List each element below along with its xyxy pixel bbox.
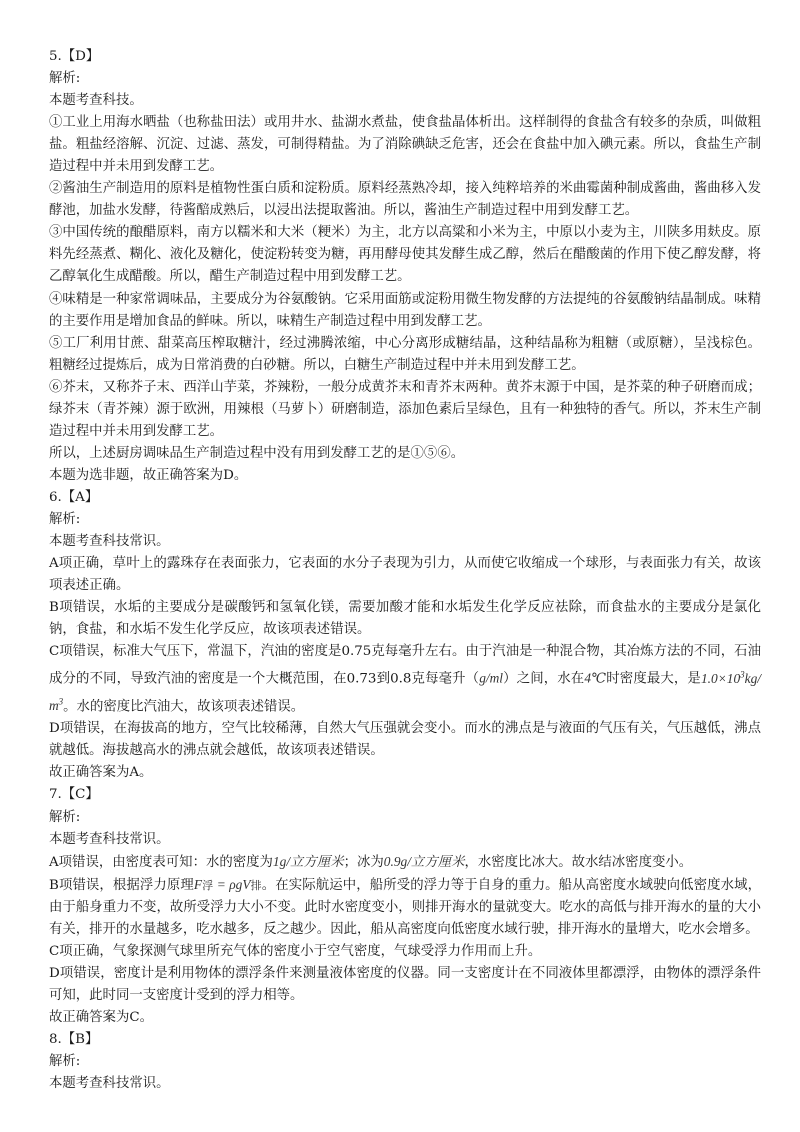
q5-answer: 5.【D】 [49,49,100,64]
q7-a-text-1: A项错误，由密度表可知：水的密度为 [49,854,273,870]
q6-c-text-2: ）之间，水在 [503,671,585,687]
q6-c-temp-formula: 4℃ [584,670,607,686]
q6-intro: 本题考查科技常识。 [49,534,170,550]
q6-c-text-3: 时密度最大，是 [606,671,701,687]
q7-intro: 本题考查科技常识。 [49,831,170,847]
q7-water-density-formula: 1g/立方厘米 [272,853,344,869]
q7-ice-density-formula: 0.9g/立方厘米 [383,853,465,869]
q7-answer: 7.【C】 [49,787,99,803]
q5-intro: 本题考查科技。 [49,93,143,109]
q5-item-6: ⑥芥末，又称芥子末、西洋山芋菜，芥辣粉，一般分成黄芥末和青芥末两种。黄芥末源于中国，是芥菜的种子研磨而成；绿芥末（青芥辣）源于欧洲，用辣根（马萝卜）研磨制造，添加色素后呈绿色，且有一种独特的香气。所以，芥末生产制造过程中并未用到发酵工艺。 [49,379,761,439]
q7-a-text-2: ；冰为 [343,854,384,870]
q6-c-density-formula: $1.0\times 10^3kg/m^3$ [49,669,761,714]
q6-c-unit-formula: g/ml [479,670,503,686]
q5-summary: 所以，上述厨房调味品生产制造过程中没有用到发酵工艺的是①⑤⑥。 [49,445,465,461]
q6-option-b: B项错误，水垢的主要成分是碳酸钙和氢氧化镁，需要加酸才能和水垢发生化学反应祛除，而食盐水的主要成分是氯化钠，食盐，和水垢不发生化学反应，故该项表述错误。 [49,600,761,638]
q5-item-2: ②酱油生产制造用的原料是植物性蛋白质和淀粉质。原料经蒸熟冷却，接入纯粹培养的米曲霉菌种制成酱曲，酱曲移入发酵池，加盐水发酵，待酱醅成熟后，以浸出法提取酱油。所以，酱油生产制造过程中用到发酵工艺。 [49,181,761,219]
q8-intro: 本题考查科技常识。 [49,1076,170,1092]
q7-a-text-3: ，水密度比冰大。故水结冰密度变小。 [464,854,693,870]
q5-item-3: ③中国传统的酿醋原料，南方以糯米和大米（粳米）为主，北方以高粱和小米为主，中原以小麦为主，川陕多用麸皮。原料先经蒸煮、糊化、液化及糖化，使淀粉转变为糖，再用酵母使其发酵生成乙醇，然后在醋酸菌的作用下使乙醇发酵，将乙醇氧化生成醋酸。所以，醋生产制造过程中用到发酵工艺。 [49,225,761,285]
q6-answer: 6.【A】 [49,489,99,505]
q7-option-d: D项错误，密度计是利用物体的漂浮条件来测量液体密度的仪器。同一支密度计在不同液体里都漂浮，由物体的漂浮条件可知，此时同一支密度计受到的浮力相等。 [49,965,761,1003]
q6-option-d: D项错误，在海拔高的地方，空气比较稀薄，自然大气压强就会变小。而水的沸点是与液面的气压有关，气压越低，沸点就越低。海拔越高水的沸点就会越低，故该项表述错误。 [49,721,761,759]
answer-document [49,46,761,1095]
q5-item-5: ⑤工厂利用甘蔗、甜菜高压榨取糖汁，经过沸腾浓缩，中心分离形成糖结晶，这种结晶称为粗糖（或原糖），呈浅棕色。粗糖经过提炼后，成为日常消费的白砂糖。所以，白糖生产制造过程中并未用到发酵工艺。 [49,335,761,373]
q6-analysis-label: 解析: [49,511,81,527]
q6-option-c [49,641,761,718]
q5-item-4: ④味精是一种家常调味品，主要成分为谷氨酸钠。它采用面筋或淀粉用微生物发酵的方法提纯的谷氨酸钠结晶制成。味精的主要作用是增加食品的鲜味。所以，味精生产制造过程中用到发酵工艺。 [49,291,761,329]
q6-conclusion: 故正确答案为A。 [49,765,153,781]
q5-analysis-label: 解析: [49,71,81,87]
q8-answer: 8.【B】 [49,1032,99,1047]
q7-b-text-1: B项错误，根据浮力原理 [49,877,194,893]
q7-buoyancy-formula: F浮 = ρgV排 [193,876,262,892]
q7-analysis-label: 解析: [49,809,81,825]
q5-item-1: ①工业上用海水晒盐（也称盐田法）或用井水、盐湖水煮盐，使食盐晶体析出。这样制得的食盐含有较多的杂质，叫做粗盐。粗盐经溶解、沉淀、过滤、蒸发，可制得精盐。为了消除碘缺乏危害，还会在食盐中加入碘元素。所以，食盐生产制造过程中并未用到发酵工艺。 [49,115,761,175]
q7-option-a [49,851,761,874]
q7-conclusion: 故正确答案为C。 [49,1009,153,1025]
q7-option-c: C项正确，气象探测气球里所充气体的密度小于空气密度，气球受浮力作用而上升。 [49,943,542,959]
q7-option-b [49,874,761,941]
q6-c-text-1: C项错误，标准大气压下，常温下，汽油的密度是0.75克每毫升左右。由于汽油是一种混合物，其冶炼方法的不同，石油成分的不同，导致汽油的密度是一个大概范围，在0.73到0.8克每毫升（ [49,644,761,687]
q6-option-a: A项正确，草叶上的露珠存在表面张力，它表面的水分子表现为引力，从而使它收缩成一个球形，与表面张力有关，故该项表述正确。 [49,556,761,594]
q7-b-text-2: 。在实际航运中，船所受的浮力等于自身的重力。船从高密度水域驶向低密度水域，由于船身重力不变，故所受浮力大小不变。此时水密度变小，则排开海水的量就变大。吃水的高低与排开海水的量的大小有关，排开的水量越多，吃水越多，反之越少。因此，船从高密度向低密度水域行驶，排开海水的量增大，吃水会增多。 [49,877,762,937]
q5-conclusion: 本题为选非题，故正确答案为D。 [49,467,248,483]
q8-analysis-label: 解析: [49,1054,81,1070]
q6-c-text-4: 。水的密度比汽油大，故该项表述错误。 [63,699,305,715]
